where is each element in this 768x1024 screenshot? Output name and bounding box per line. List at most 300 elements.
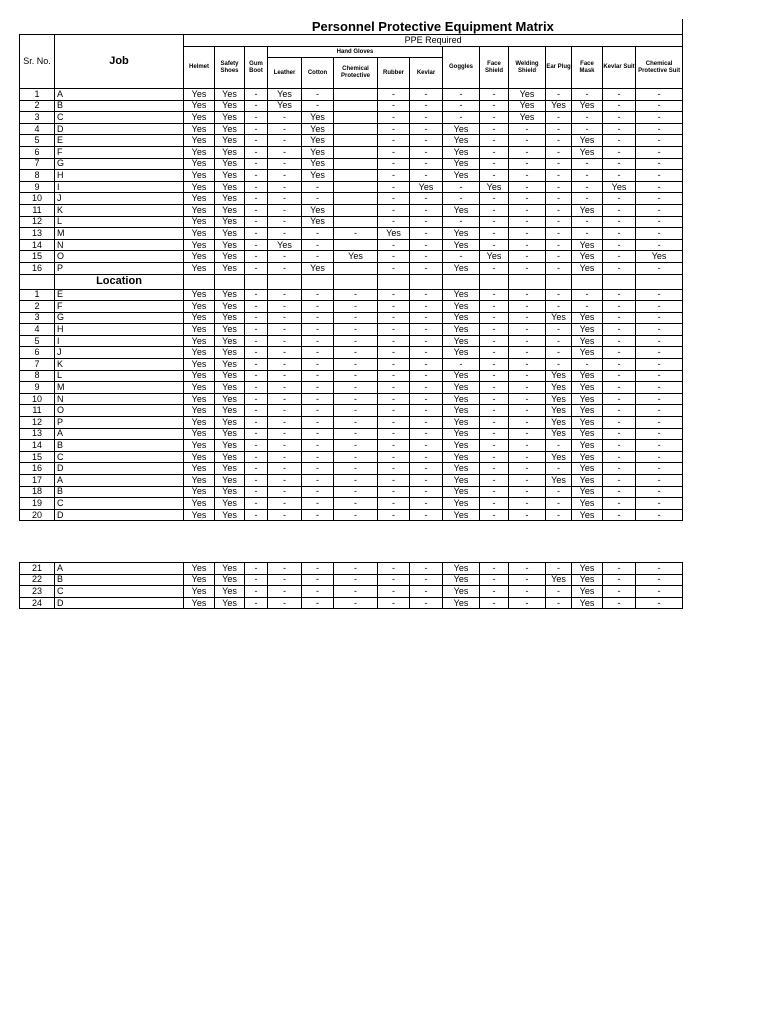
ppe-cell: -	[378, 563, 410, 575]
table-row	[20, 370, 683, 382]
sr-no-cell: 4	[20, 324, 55, 336]
ppe-cell: -	[572, 301, 603, 313]
table-row	[20, 251, 683, 263]
name-cell: D	[55, 509, 184, 521]
col-face-mask: Face Mask	[572, 47, 603, 89]
job-header: Job	[55, 35, 184, 89]
ppe-cell: -	[443, 359, 480, 371]
ppe-cell: -	[572, 228, 603, 240]
name-cell: H	[55, 170, 184, 182]
ppe-cell: -	[302, 347, 334, 359]
ppe-cell: -	[302, 382, 334, 394]
ppe-cell: -	[509, 181, 546, 193]
sr-no-cell: 11	[20, 405, 55, 417]
ppe-cell: -	[268, 405, 302, 417]
ppe-cell: -	[480, 574, 509, 586]
ppe-cell: -	[268, 586, 302, 598]
ppe-cell: -	[480, 475, 509, 487]
table-row	[20, 440, 683, 452]
ppe-cell: -	[636, 475, 683, 487]
ppe-cell: -	[378, 204, 410, 216]
ppe-cell: -	[636, 112, 683, 124]
ppe-cell: -	[509, 216, 546, 228]
table-row	[20, 451, 683, 463]
ppe-cell: Yes	[443, 563, 480, 575]
ppe-cell: -	[378, 463, 410, 475]
ppe-cell: -	[572, 170, 603, 182]
ppe-cell: Yes	[572, 347, 603, 359]
ppe-cell: Yes	[572, 440, 603, 452]
ppe-cell: -	[572, 158, 603, 170]
ppe-cell: -	[334, 509, 378, 521]
col-safety-shoes: Safety Shoes	[215, 47, 245, 89]
ppe-cell: -	[443, 251, 480, 263]
ppe-cell: -	[268, 486, 302, 498]
ppe-cell: -	[603, 475, 636, 487]
ppe-cell: -	[268, 204, 302, 216]
ppe-cell: Yes	[572, 586, 603, 598]
ppe-cell: -	[480, 262, 509, 274]
ppe-cell: Yes	[443, 335, 480, 347]
ppe-cell: Yes	[215, 239, 245, 251]
ppe-cell: -	[443, 216, 480, 228]
ppe-cell: -	[480, 440, 509, 452]
table-row	[20, 586, 683, 598]
table-row	[20, 393, 683, 405]
ppe-cell: Yes	[215, 563, 245, 575]
ppe-cell: -	[378, 440, 410, 452]
ppe-cell: Yes	[184, 262, 215, 274]
ppe-cell: -	[603, 251, 636, 263]
sr-no-cell: 10	[20, 393, 55, 405]
ppe-cell: -	[603, 382, 636, 394]
ppe-cell: -	[245, 239, 268, 251]
ppe-cell: Yes	[443, 347, 480, 359]
ppe-cell: -	[546, 597, 572, 609]
ppe-cell: Yes	[572, 146, 603, 158]
ppe-cell: Yes	[268, 100, 302, 112]
ppe-cell: -	[302, 475, 334, 487]
ppe-cell: -	[268, 228, 302, 240]
ppe-cell: Yes	[215, 597, 245, 609]
ppe-cell: Yes	[215, 123, 245, 135]
ppe-cell: -	[509, 475, 546, 487]
sr-no-cell: 22	[20, 574, 55, 586]
name-cell: F	[55, 146, 184, 158]
ppe-cell: -	[636, 158, 683, 170]
ppe-cell: -	[378, 123, 410, 135]
ppe-cell: Yes	[546, 428, 572, 440]
ppe-cell: -	[509, 586, 546, 598]
ppe-cell: -	[546, 193, 572, 205]
ppe-cell: Yes	[572, 486, 603, 498]
ppe-cell: -	[268, 181, 302, 193]
ppe-cell: Yes	[184, 135, 215, 147]
ppe-cell: -	[636, 170, 683, 182]
ppe-cell: -	[636, 586, 683, 598]
ppe-cell: -	[603, 417, 636, 429]
ppe-cell: -	[334, 563, 378, 575]
sr-no-cell: 20	[20, 509, 55, 521]
ppe-cell: Yes	[572, 335, 603, 347]
location-header: Location	[55, 274, 184, 289]
ppe-cell: -	[636, 100, 683, 112]
table-row	[20, 146, 683, 158]
ppe-cell: Yes	[378, 228, 410, 240]
ppe-cell: Yes	[443, 574, 480, 586]
ppe-cell: -	[302, 89, 334, 101]
ppe-cell	[334, 216, 378, 228]
ppe-cell: -	[302, 574, 334, 586]
ppe-cell: -	[636, 239, 683, 251]
ppe-cell	[334, 262, 378, 274]
table-row	[20, 509, 683, 521]
ppe-cell: Yes	[572, 405, 603, 417]
ppe-cell: -	[268, 112, 302, 124]
name-cell: B	[55, 100, 184, 112]
ppe-cell: Yes	[546, 405, 572, 417]
ppe-cell: Yes	[215, 181, 245, 193]
ppe-cell: -	[480, 135, 509, 147]
ppe-cell: -	[509, 370, 546, 382]
ppe-cell: -	[268, 370, 302, 382]
ppe-cell: -	[334, 463, 378, 475]
ppe-cell: -	[480, 405, 509, 417]
sr-no-cell: 23	[20, 586, 55, 598]
ppe-cell: Yes	[443, 262, 480, 274]
ppe-cell: -	[603, 370, 636, 382]
ppe-cell: Yes	[184, 359, 215, 371]
ppe-cell: -	[378, 597, 410, 609]
name-cell: A	[55, 475, 184, 487]
ppe-cell: -	[480, 204, 509, 216]
ppe-cell: -	[636, 216, 683, 228]
ppe-cell: Yes	[184, 181, 215, 193]
ppe-cell: Yes	[443, 146, 480, 158]
table-row	[20, 463, 683, 475]
ppe-cell: Yes	[215, 335, 245, 347]
ppe-matrix-table-continued	[19, 562, 683, 609]
name-cell: B	[55, 440, 184, 452]
ppe-cell: -	[410, 324, 443, 336]
ppe-cell: -	[480, 370, 509, 382]
ppe-cell: Yes	[215, 347, 245, 359]
ppe-cell: -	[480, 417, 509, 429]
ppe-cell: Yes	[572, 100, 603, 112]
ppe-cell: Yes	[215, 170, 245, 182]
ppe-cell: -	[480, 193, 509, 205]
ppe-cell: Yes	[268, 239, 302, 251]
ppe-cell: -	[509, 193, 546, 205]
ppe-matrix-table	[19, 19, 683, 521]
ppe-cell: -	[302, 370, 334, 382]
ppe-cell: -	[268, 146, 302, 158]
ppe-cell: -	[302, 359, 334, 371]
ppe-cell: -	[509, 393, 546, 405]
ppe-cell: -	[443, 100, 480, 112]
ppe-cell: Yes	[572, 509, 603, 521]
ppe-cell: Yes	[443, 289, 480, 301]
ppe-cell: -	[509, 463, 546, 475]
ppe-cell: Yes	[184, 463, 215, 475]
ppe-cell: -	[636, 289, 683, 301]
ppe-cell: Yes	[184, 301, 215, 313]
ppe-cell: Yes	[184, 574, 215, 586]
col-welding-shield: Welding Shield	[509, 47, 546, 89]
ppe-cell: Yes	[215, 262, 245, 274]
ppe-cell: -	[268, 498, 302, 510]
ppe-cell: -	[245, 204, 268, 216]
ppe-cell	[334, 193, 378, 205]
ppe-cell: -	[302, 193, 334, 205]
col-leather: Leather	[268, 58, 302, 89]
ppe-cell: -	[410, 193, 443, 205]
ppe-cell: -	[636, 440, 683, 452]
ppe-cell: -	[334, 586, 378, 598]
ppe-cell: -	[480, 463, 509, 475]
ppe-cell: Yes	[302, 135, 334, 147]
ppe-cell: Yes	[215, 475, 245, 487]
ppe-cell: Yes	[443, 475, 480, 487]
ppe-cell: -	[245, 158, 268, 170]
ppe-cell: Yes	[480, 251, 509, 263]
name-cell: I	[55, 335, 184, 347]
ppe-cell: -	[410, 335, 443, 347]
ppe-cell: -	[268, 170, 302, 182]
ppe-cell: -	[509, 228, 546, 240]
sr-no-cell: 16	[20, 463, 55, 475]
ppe-cell: Yes	[184, 204, 215, 216]
ppe-cell: -	[302, 251, 334, 263]
name-cell: E	[55, 289, 184, 301]
ppe-cell: Yes	[572, 428, 603, 440]
ppe-cell: -	[410, 428, 443, 440]
sr-no-cell: 9	[20, 181, 55, 193]
sr-no-cell: 12	[20, 216, 55, 228]
ppe-cell: -	[378, 475, 410, 487]
ppe-cell: -	[245, 100, 268, 112]
ppe-cell: -	[480, 112, 509, 124]
ppe-cell: Yes	[443, 405, 480, 417]
ppe-cell: -	[378, 135, 410, 147]
ppe-cell: -	[334, 289, 378, 301]
ppe-cell: -	[334, 597, 378, 609]
ppe-cell: -	[410, 301, 443, 313]
ppe-cell: Yes	[509, 89, 546, 101]
ppe-cell: Yes	[302, 262, 334, 274]
name-cell: G	[55, 312, 184, 324]
ppe-cell: -	[480, 563, 509, 575]
col-ear-plug: Ear Plug	[546, 47, 572, 89]
ppe-cell: -	[378, 574, 410, 586]
ppe-cell: -	[572, 216, 603, 228]
ppe-cell: -	[302, 451, 334, 463]
name-cell: O	[55, 405, 184, 417]
name-cell: H	[55, 324, 184, 336]
ppe-cell: -	[603, 563, 636, 575]
ppe-cell: -	[480, 89, 509, 101]
ppe-cell: -	[603, 486, 636, 498]
col-gum-boot: Gum Boot	[245, 47, 268, 89]
name-cell: P	[55, 262, 184, 274]
ppe-cell: Yes	[215, 440, 245, 452]
ppe-cell: -	[410, 100, 443, 112]
name-cell: F	[55, 301, 184, 313]
ppe-cell: -	[546, 158, 572, 170]
ppe-cell: Yes	[215, 405, 245, 417]
name-cell: J	[55, 193, 184, 205]
col-kevlar: Kevlar	[410, 58, 443, 89]
ppe-cell: -	[509, 498, 546, 510]
table-row	[20, 359, 683, 371]
ppe-cell: -	[334, 301, 378, 313]
ppe-cell: Yes	[302, 158, 334, 170]
ppe-cell: Yes	[215, 100, 245, 112]
ppe-cell: -	[245, 251, 268, 263]
ppe-cell	[334, 89, 378, 101]
ppe-cell: -	[334, 498, 378, 510]
ppe-cell: -	[410, 216, 443, 228]
ppe-cell: -	[268, 382, 302, 394]
ppe-cell: -	[509, 486, 546, 498]
ppe-cell: -	[480, 123, 509, 135]
ppe-cell: -	[636, 370, 683, 382]
ppe-cell: -	[302, 440, 334, 452]
name-cell: D	[55, 123, 184, 135]
ppe-cell: -	[636, 463, 683, 475]
ppe-cell: -	[245, 289, 268, 301]
ppe-cell: -	[603, 347, 636, 359]
ppe-cell: -	[603, 586, 636, 598]
ppe-cell: -	[480, 146, 509, 158]
ppe-cell: -	[245, 463, 268, 475]
ppe-cell: -	[410, 597, 443, 609]
ppe-cell: -	[546, 239, 572, 251]
ppe-cell: -	[378, 382, 410, 394]
ppe-cell: Yes	[546, 417, 572, 429]
ppe-cell: -	[245, 486, 268, 498]
ppe-cell: -	[546, 181, 572, 193]
ppe-cell: -	[245, 89, 268, 101]
table-row	[20, 405, 683, 417]
ppe-cell: Yes	[215, 451, 245, 463]
ppe-cell: -	[509, 204, 546, 216]
ppe-cell: -	[245, 301, 268, 313]
name-cell: O	[55, 251, 184, 263]
ppe-cell: -	[546, 170, 572, 182]
ppe-cell: -	[245, 574, 268, 586]
ppe-cell: -	[572, 89, 603, 101]
col-goggles: Goggles	[443, 47, 480, 89]
ppe-cell: Yes	[302, 112, 334, 124]
ppe-cell: -	[334, 428, 378, 440]
ppe-cell: -	[378, 451, 410, 463]
ppe-cell: Yes	[215, 370, 245, 382]
ppe-cell: -	[410, 262, 443, 274]
name-cell: C	[55, 451, 184, 463]
ppe-cell	[334, 123, 378, 135]
ppe-cell: Yes	[302, 170, 334, 182]
ppe-cell: Yes	[184, 146, 215, 158]
sr-no-cell: 2	[20, 301, 55, 313]
ppe-cell: Yes	[546, 475, 572, 487]
ppe-cell: -	[603, 123, 636, 135]
ppe-cell: -	[302, 563, 334, 575]
ppe-cell: Yes	[572, 393, 603, 405]
ppe-cell: -	[636, 335, 683, 347]
ppe-cell: -	[378, 324, 410, 336]
ppe-cell: Yes	[215, 312, 245, 324]
table-row	[20, 262, 683, 274]
ppe-cell: -	[334, 486, 378, 498]
ppe-cell: -	[480, 170, 509, 182]
ppe-cell: Yes	[572, 417, 603, 429]
name-cell: C	[55, 498, 184, 510]
ppe-cell	[334, 135, 378, 147]
ppe-cell: -	[302, 239, 334, 251]
ppe-cell: Yes	[546, 451, 572, 463]
ppe-cell: Yes	[636, 251, 683, 263]
ppe-cell: -	[572, 359, 603, 371]
ppe-cell: -	[378, 312, 410, 324]
table-row	[20, 239, 683, 251]
col-rubber: Rubber	[378, 58, 410, 89]
ppe-cell: Yes	[443, 463, 480, 475]
ppe-cell: -	[443, 89, 480, 101]
ppe-cell: Yes	[215, 216, 245, 228]
ppe-cell: -	[480, 312, 509, 324]
ppe-cell: Yes	[215, 509, 245, 521]
ppe-cell	[334, 100, 378, 112]
ppe-cell: Yes	[546, 574, 572, 586]
ppe-cell: Yes	[603, 181, 636, 193]
ppe-cell: -	[603, 451, 636, 463]
sr-no-cell: 1	[20, 89, 55, 101]
ppe-cell: -	[410, 405, 443, 417]
ppe-cell: -	[509, 324, 546, 336]
ppe-cell: -	[546, 301, 572, 313]
table-row	[20, 574, 683, 586]
ppe-cell: -	[334, 440, 378, 452]
ppe-cell: -	[509, 574, 546, 586]
ppe-cell: -	[302, 393, 334, 405]
ppe-cell: -	[603, 574, 636, 586]
job-rows	[20, 89, 683, 275]
sr-no-cell: 5	[20, 335, 55, 347]
ppe-cell: -	[268, 475, 302, 487]
ppe-cell: Yes	[215, 301, 245, 313]
ppe-cell: -	[603, 428, 636, 440]
ppe-cell: -	[546, 262, 572, 274]
ppe-cell: Yes	[184, 440, 215, 452]
ppe-cell: -	[268, 289, 302, 301]
ppe-cell: -	[509, 170, 546, 182]
ppe-cell: Yes	[184, 393, 215, 405]
ppe-cell: -	[572, 112, 603, 124]
sr-no-cell: 13	[20, 428, 55, 440]
ppe-cell: -	[546, 463, 572, 475]
ppe-cell: Yes	[480, 181, 509, 193]
ppe-cell: -	[378, 216, 410, 228]
ppe-cell: -	[509, 563, 546, 575]
sr-no-cell: 18	[20, 486, 55, 498]
ppe-cell: -	[410, 312, 443, 324]
ppe-cell: Yes	[443, 428, 480, 440]
ppe-cell: -	[245, 597, 268, 609]
ppe-cell: -	[268, 574, 302, 586]
ppe-cell: -	[245, 324, 268, 336]
sr-no-cell: 21	[20, 563, 55, 575]
